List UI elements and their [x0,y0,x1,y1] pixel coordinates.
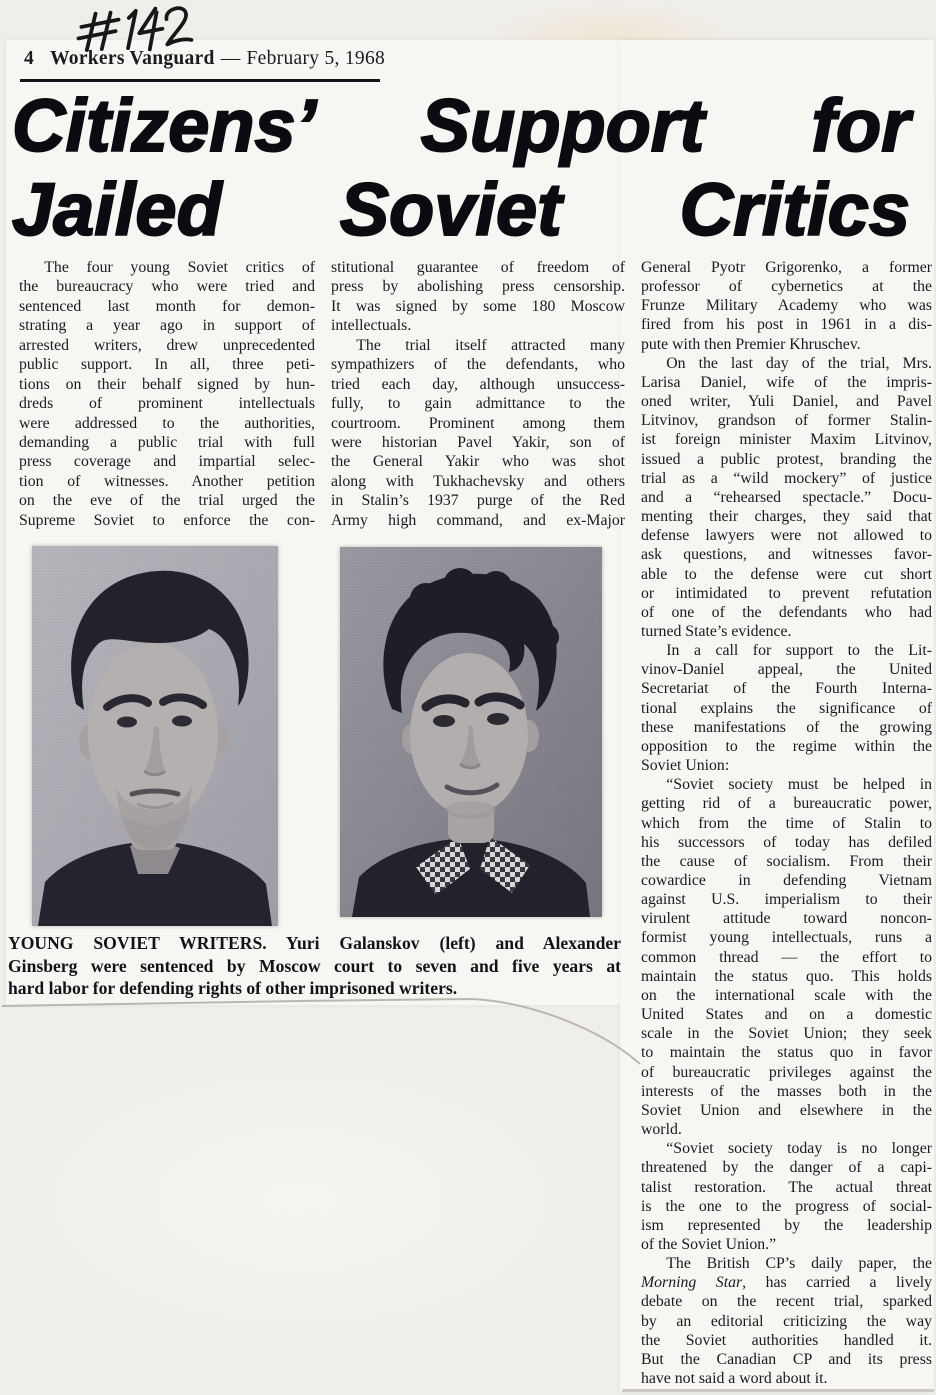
portrait-galanskov-art [32,546,278,926]
headline [12,84,910,252]
text-line: have not said a word about it. [641,1370,828,1388]
text-line: Litvinov, grandson of former Stalin- [641,412,932,430]
text-line: formist young intellectuals, runs a [641,929,932,947]
portrait-photo-galanskov [32,546,278,926]
text-line: of the Soviet Union.” [641,1235,777,1253]
text-line: threatened by the danger of a capi- [641,1159,932,1177]
masthead-page-number: 4 [24,48,35,69]
text-line: vinov-Daniel appeal, the United [641,661,932,679]
text-line: On the last day of the trial, Mrs. [666,354,932,372]
text-line: on the eve of the trial urged the [19,492,315,510]
article-column-left [19,258,315,530]
text-line: fired from his post in 1961 in a dis- [641,316,932,334]
text-line: press by abolishing press censorship. [331,278,625,296]
text-line: virulent attitude toward noncon- [641,910,932,928]
text-line: ism represented by the leadership [641,1216,932,1234]
photo-caption [8,932,621,1000]
text-line: fully, to gain admittance to the [331,395,625,413]
text-line: pute with then Premier Khruschev. [641,335,861,353]
text-line: were addressed to the authorities, [19,414,315,432]
text-line: sentenced last month for demon- [19,297,315,315]
text-line: against U.S. imperialism to their [641,891,932,909]
text-line: and a “rehearsed spectacle.” Docu- [641,488,932,506]
text-line: arrested writers, drew unprecedented [19,336,315,354]
headline-line-2: Jailed Soviet Critics [12,168,910,251]
text-line: in Stalin’s 1937 purge of the Red [331,492,625,510]
text-line: these manifestations of the growing [641,718,932,736]
text-line: his successors of today has defiled [641,833,932,851]
text-line: “Soviet society today is no longer [666,1140,932,1158]
portrait-photo-ginsberg [340,547,602,917]
text-line: Ginsberg were sentenced by Moscow court to seven and five years at [8,955,621,976]
text-line: strating a year ago in support of [19,317,315,335]
masthead-rule [20,79,380,82]
text-line: to maintain the status quo in favor [641,1044,932,1062]
text-line: intellectuals. [331,317,412,335]
text-line: common thread — the effort to [641,948,932,966]
text-line: hard labor for defending rights of other imprisoned writers. [8,978,458,999]
text-line: maintain the status quo. This holds [641,967,932,985]
headline-line-1: Citizens’ Support for [12,84,910,167]
text-line: able to the defense were cut short [641,565,932,583]
text-line: Soviet Union and elsewhere in the [641,1101,932,1119]
text-line: menting their charges, they said that [641,508,932,526]
text-line: oned writer, Yuli Daniel, and Pavel [641,393,932,411]
text-line: talist restoration. The actual threat [641,1178,932,1196]
text-line: demanding a public trial with full [19,433,315,451]
portrait-ginsberg-art [340,547,602,917]
text-line: Secretariat of the Fourth Interna- [641,680,932,698]
text-line: The trial itself attracted many [356,336,625,354]
text-line: interests of the masses both in the [641,1082,932,1100]
text-line: professor of cybernetics at the [641,278,932,296]
text-line: It was signed by some 180 Moscow [331,297,625,315]
text-line: tions on their behalf signed by hun- [19,375,315,393]
text-line: courtroom. Prominent among them [331,414,625,432]
text-line: cowardice in defending Vietnam [641,872,932,889]
text-line: Larisa Daniel, wife of the impris- [641,373,932,391]
text-line: by an editorial criticizing the way [641,1312,932,1330]
clipping-bottom-edge [622,1389,934,1392]
text-line: Soviet Union: [641,757,730,775]
text-line: the General Yakir who was shot [331,453,625,471]
text-line: sympathizers of the defendants, who [331,356,625,374]
text-line: Army high command, and ex-Major [331,511,625,529]
text-line: on the international scale with the [641,986,932,1004]
text-line: debate on the recent trial, sparked [641,1293,932,1311]
masthead [24,48,624,70]
text-line: defense lawyers were not allowed to [641,527,932,545]
text-line: ist foreign minister Maxim Litvinov, [641,431,932,449]
text-line: the bureaucracy who were tried and [19,278,315,296]
masthead-date: February 5, 1968 [246,48,386,69]
text-line: Morning Star, has carried a lively [641,1274,932,1292]
article-column-right [641,258,932,1388]
text-line: which from the time of Stalin to [641,814,932,832]
text-line: Frunze Military Academy who was [641,297,932,315]
text-line: press coverage and impartial selec- [19,453,315,471]
text-line: trial as a “wild mockery” of justice [641,469,932,487]
text-line: In a call for support to the Lit- [666,642,932,660]
text-line: the cause of socialism. From their [641,852,932,870]
text-line: The British CP’s daily paper, the [666,1255,932,1273]
masthead-paper-name: Workers Vanguard [50,48,215,69]
text-line: of one of the defendants who had [641,603,932,621]
article-column-middle [331,258,625,530]
text-line: But the Canadian CP and its press [641,1350,932,1368]
text-line: opposition to the regime within the [641,737,932,755]
text-line: United States and on a domestic [641,1006,932,1024]
text-line: The four young Soviet critics of [44,259,315,276]
text-line: ask questions, and witnesses favor- [641,546,932,564]
text-line: world. [641,1121,682,1139]
text-line: YOUNG SOVIET WRITERS. Yuri Galanskov (left) and Alexander [8,933,621,953]
text-line: is the one to the progress of social- [641,1197,932,1215]
text-line: or intimidated to prevent refutation [641,584,932,602]
text-line: scale in the Soviet Union; they seek [641,1025,932,1043]
text-line: issued a public protest, branding the [641,450,932,468]
text-line: along with Tukhachevsky and others [331,472,625,490]
text-line: Supreme Soviet to enforce the con- [19,511,315,529]
text-line: of bureaucratic privileges against the [641,1063,932,1081]
text-line: the Soviet authorities handled it. [641,1331,932,1349]
text-line: dreds of prominent intellectuals [19,395,315,413]
masthead-separator: — [220,48,241,69]
text-line: stitutional guarantee of freedom of [331,259,625,276]
text-line: tion of witnesses. Another petition [19,472,315,490]
text-line: turned State’s evidence. [641,622,792,640]
text-line: getting rid of a bureaucratic power, [641,795,932,813]
text-line: tried each day, although unsuccess- [331,375,625,393]
text-line: public support. In all, three peti- [19,356,315,374]
text-line: tional explains the significance of [641,699,932,717]
text-line: General Pyotr Grigorenko, a former [641,259,932,276]
text-line: were historian Pavel Yakir, son of [331,433,625,451]
text-line: “Soviet society must be helped in [666,776,932,794]
